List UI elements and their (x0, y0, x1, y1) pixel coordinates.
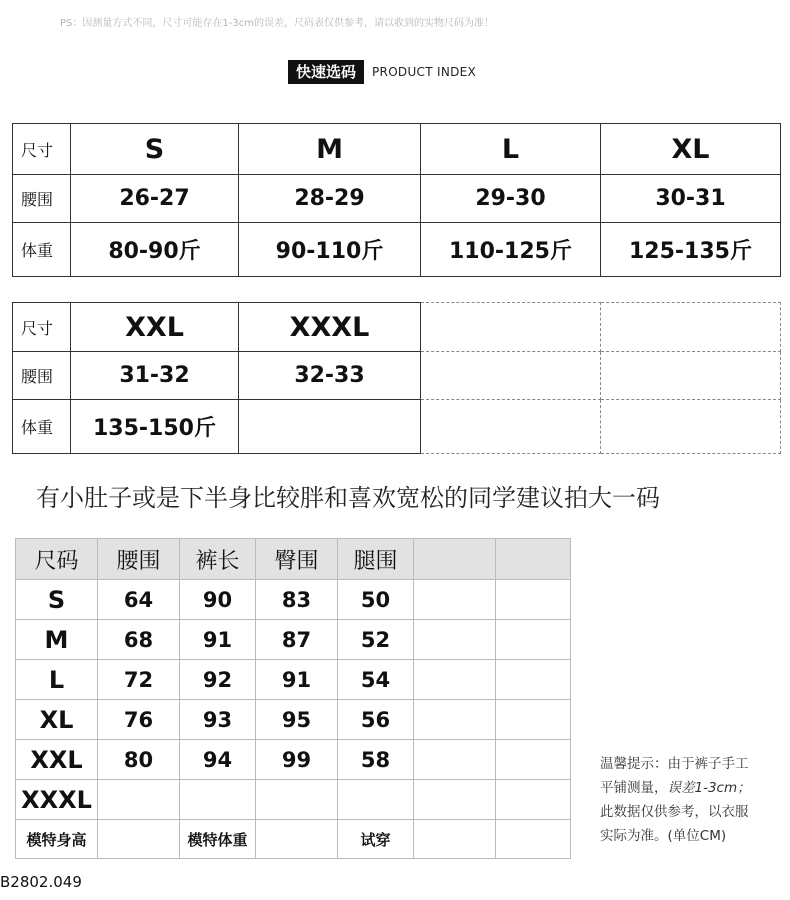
weight-cell: 135-150斤 (71, 400, 239, 454)
empty-cell (496, 580, 571, 620)
weight-cell: 110-125斤 (421, 223, 601, 277)
header-cell: 裤长 (180, 539, 256, 580)
size-table-2 (12, 302, 781, 454)
data-cell: 91 (256, 660, 338, 700)
note-text: 平铺测量， (600, 780, 668, 796)
sizing-advice: 有小肚子或是下半身比较胖和喜欢宽松的同学建议拍大一码 (36, 484, 660, 512)
table-row (16, 580, 571, 620)
data-cell: 64 (98, 580, 180, 620)
data-cell: 90 (180, 580, 256, 620)
empty-cell (414, 620, 496, 660)
empty-cell (414, 780, 496, 820)
header-en: PRODUCT INDEX (372, 65, 477, 79)
row-label-size: 尺寸 (13, 303, 71, 352)
empty-cell (496, 620, 571, 660)
header-cell (414, 539, 496, 580)
data-cell: 94 (180, 740, 256, 780)
size-cell: L (16, 660, 98, 700)
empty-cell (414, 740, 496, 780)
table-row (16, 700, 571, 740)
row-label-waist: 腰围 (13, 175, 71, 223)
empty-cell (421, 352, 601, 400)
empty-cell (496, 820, 571, 859)
waist-cell: 32-33 (239, 352, 421, 400)
empty-cell (256, 820, 338, 859)
waist-cell: 28-29 (239, 175, 421, 223)
size-cell: XXXL (16, 780, 98, 820)
size-cell: S (16, 580, 98, 620)
row-label-weight: 体重 (13, 223, 71, 277)
data-cell (256, 780, 338, 820)
section-header (288, 60, 476, 84)
size-cell: M (16, 620, 98, 660)
data-cell: 56 (338, 700, 414, 740)
row-label-weight: 体重 (13, 400, 71, 454)
size-cell: S (71, 124, 239, 175)
data-cell: 95 (256, 700, 338, 740)
weight-cell: 80-90斤 (71, 223, 239, 277)
empty-cell (496, 780, 571, 820)
header-cell: 臀围 (256, 539, 338, 580)
data-cell: 87 (256, 620, 338, 660)
waist-cell: 31-32 (71, 352, 239, 400)
empty-cell (421, 303, 601, 352)
empty-cell (601, 303, 781, 352)
size-cell: XL (601, 124, 781, 175)
product-code: B2802.049 (0, 873, 82, 891)
measurement-table (15, 538, 571, 859)
header-cell: 腰围 (98, 539, 180, 580)
weight-cell (239, 400, 421, 454)
empty-cell (496, 700, 571, 740)
empty-cell (601, 352, 781, 400)
waist-cell: 29-30 (421, 175, 601, 223)
data-cell: 58 (338, 740, 414, 780)
weight-cell: 125-135斤 (601, 223, 781, 277)
weight-cell: 90-110斤 (239, 223, 421, 277)
size-cell: L (421, 124, 601, 175)
waist-cell: 30-31 (601, 175, 781, 223)
data-cell: 50 (338, 580, 414, 620)
empty-cell (421, 400, 601, 454)
empty-cell (414, 580, 496, 620)
data-cell: 93 (180, 700, 256, 740)
data-cell: 83 (256, 580, 338, 620)
table-row (16, 620, 571, 660)
empty-cell (98, 820, 180, 859)
ps-disclaimer: PS：因测量方式不同，尺寸可能存在1-3cm的误差，尺码表仅供参考，请以收到的实物尺码为准！ (60, 18, 494, 29)
data-cell (98, 780, 180, 820)
header-cell (496, 539, 571, 580)
empty-cell (414, 700, 496, 740)
note-error-range: 误差1-3cm； (667, 780, 751, 796)
data-cell: 72 (98, 660, 180, 700)
size-cell: M (239, 124, 421, 175)
empty-cell (496, 740, 571, 780)
data-cell: 80 (98, 740, 180, 780)
header-cell: 尺码 (16, 539, 98, 580)
empty-cell (496, 660, 571, 700)
note-line: 实际为准。(单位CM) (600, 828, 727, 844)
size-table-1 (12, 123, 781, 277)
data-cell: 54 (338, 660, 414, 700)
try-on-label: 试穿 (338, 820, 414, 859)
size-cell: XL (16, 700, 98, 740)
note-line: 此数据仅供参考，以衣服 (600, 804, 749, 820)
data-cell: 52 (338, 620, 414, 660)
header-cell: 腿围 (338, 539, 414, 580)
data-cell (180, 780, 256, 820)
data-cell: 99 (256, 740, 338, 780)
empty-cell (601, 400, 781, 454)
model-height-label: 模特身高 (16, 820, 98, 859)
empty-cell (414, 660, 496, 700)
table-row (16, 780, 571, 820)
header-cn: 快速选码 (288, 60, 364, 84)
data-cell: 76 (98, 700, 180, 740)
data-cell: 91 (180, 620, 256, 660)
size-cell: XXL (16, 740, 98, 780)
model-weight-label: 模特体重 (180, 820, 256, 859)
data-cell (338, 780, 414, 820)
measurement-note (600, 752, 790, 848)
row-label-size: 尺寸 (13, 124, 71, 175)
table-row (16, 740, 571, 780)
data-cell: 92 (180, 660, 256, 700)
data-cell: 68 (98, 620, 180, 660)
table-row (16, 660, 571, 700)
empty-cell (414, 820, 496, 859)
size-cell: XXL (71, 303, 239, 352)
note-line (600, 776, 790, 800)
waist-cell: 26-27 (71, 175, 239, 223)
row-label-waist: 腰围 (13, 352, 71, 400)
size-cell: XXXL (239, 303, 421, 352)
note-line: 温馨提示：由于裤子手工 (600, 756, 749, 772)
